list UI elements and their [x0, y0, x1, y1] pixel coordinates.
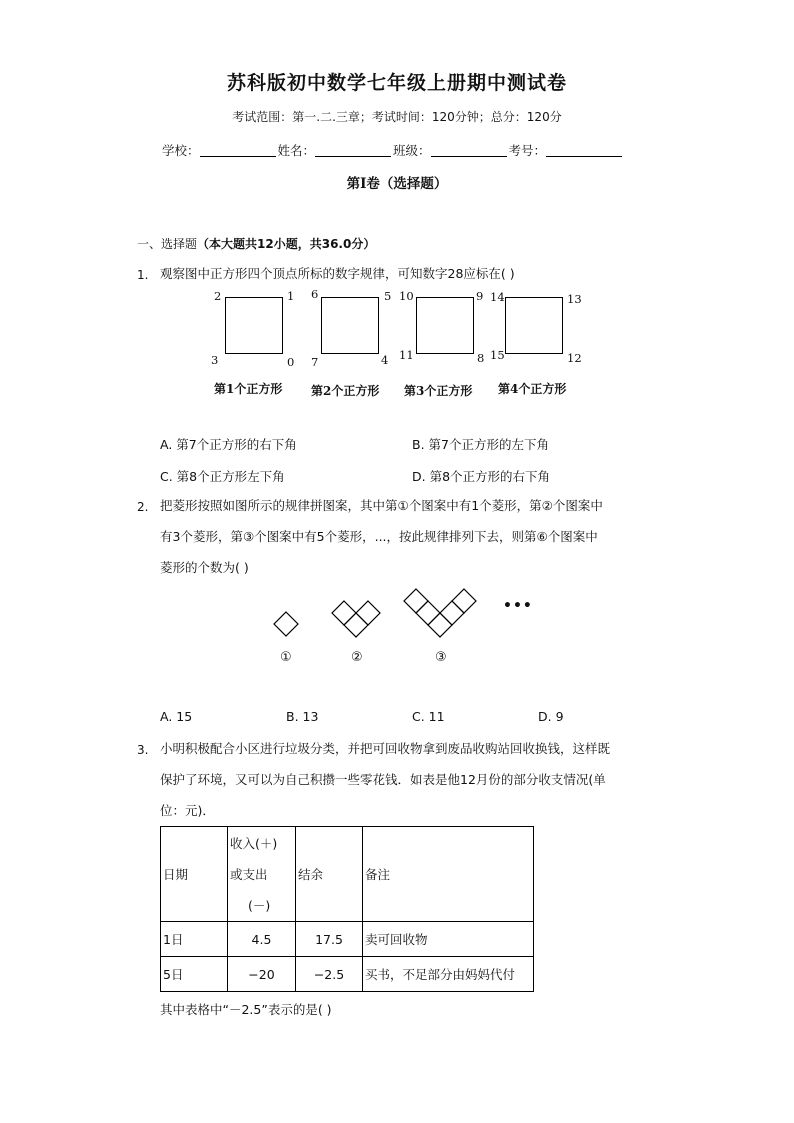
pattern-1-label: ① [280, 650, 292, 665]
square-1-caption: 第1个正方形 [214, 382, 283, 396]
q2-option-c[interactable]: C. 11 [412, 709, 445, 724]
header-note: 备注 [363, 827, 534, 922]
pattern-2-rhombus-right [356, 601, 380, 625]
section-heading [137, 235, 375, 252]
q3-line-3: 位：元)． [160, 803, 215, 818]
q3-number: 3. [137, 743, 149, 757]
square-4-tr: 13 [567, 292, 582, 306]
name-blank[interactable] [315, 144, 391, 157]
table-row [161, 922, 534, 957]
q2-number: 2. [137, 500, 149, 514]
q3-line-2: 保护了环境，又可以为自己积攒一些零花钱．如表是他12月份的部分收支情况(单 [160, 772, 606, 787]
q2-option-b[interactable]: B. 13 [286, 709, 319, 724]
id-blank[interactable] [546, 144, 622, 157]
q2-option-d[interactable]: D. 9 [538, 709, 564, 724]
name-label: 姓名： [277, 143, 316, 158]
square-3 [416, 297, 474, 354]
square-2-bl: 7 [311, 355, 319, 369]
q2-line-1: 把菱形按照如图所示的规律拼图案，其中第①个图案中有1个菱形，第②个图案中 [160, 498, 603, 513]
q3-after-table-text: 其中表格中“－2.5”表示的是( ) [160, 1002, 332, 1017]
exam-subtitle: 考试范围：第一.二.三章；考试时间：120分钟；总分：120分 [232, 110, 562, 124]
section-info: （本大题共12小题，共36.0分） [197, 237, 376, 251]
q1-text: 观察图中正方形四个顶点所标的数字规律，可知数字28应标在( ) [160, 266, 515, 281]
pattern-3-rhombus-2 [416, 601, 440, 625]
row-2-note: 买书，不足部分由妈妈代付 [363, 957, 534, 992]
row-2-balance: −2.5 [296, 957, 363, 992]
square-4-tl: 14 [490, 290, 505, 304]
pattern-3-label: ③ [435, 650, 447, 665]
row-1-date: 1日 [161, 922, 228, 957]
class-blank[interactable] [431, 144, 507, 157]
square-1-tr: 1 [287, 289, 295, 303]
square-1-br: 0 [287, 355, 295, 369]
school-blank[interactable] [200, 144, 276, 157]
square-2 [321, 297, 379, 354]
class-label: 班级： [393, 143, 431, 158]
header-io-line-3: (－) [248, 897, 271, 913]
square-1-tl: 2 [214, 289, 222, 303]
volume-heading: 第I卷（选择题） [346, 176, 448, 192]
q2-line-3: 菱形的个数为( ) [160, 560, 249, 575]
q2-option-a[interactable]: A. 15 [160, 709, 193, 724]
row-1-balance: 17.5 [296, 922, 363, 957]
id-label: 考号： [508, 143, 547, 158]
pattern-3-rhombus-1 [404, 589, 428, 613]
header-io-line-2: 或支出 [230, 866, 268, 882]
pattern-3-rhombus-3 [428, 613, 452, 637]
header-date: 日期 [161, 827, 228, 922]
q1-option-d[interactable]: D. 第8个正方形的右下角 [412, 469, 551, 484]
exam-title: 苏科版初中数学七年级上册期中测试卷 [226, 72, 567, 94]
student-info-line [162, 141, 624, 159]
q2-line-2: 有3个菱形，第③个图案中有5个菱形，...，按此规律排列下去，则第⑥个图案中 [160, 529, 598, 544]
table-header-row [161, 827, 534, 922]
pattern-2-label: ② [351, 650, 363, 665]
table-row [161, 957, 534, 992]
pattern-ellipsis: ••• [503, 598, 533, 614]
school-label: 学校： [162, 143, 200, 158]
header-income-expense [228, 827, 296, 922]
row-2-date: 5日 [161, 957, 228, 992]
square-4 [505, 297, 563, 354]
row-1-note: 卖可回收物 [363, 922, 534, 957]
square-2-tl: 6 [311, 287, 319, 301]
square-1-bl: 3 [211, 353, 219, 367]
pattern-3-rhombus-5 [452, 589, 476, 613]
square-2-caption: 第2个正方形 [311, 384, 380, 398]
square-4-br: 12 [567, 351, 582, 365]
rhombus-patterns [260, 584, 540, 644]
pattern-3-rhombus-4 [440, 601, 464, 625]
section-prefix: 一、选择题 [137, 237, 198, 251]
header-balance: 结余 [296, 827, 363, 922]
square-2-tr: 5 [384, 289, 392, 303]
square-4-bl: 15 [490, 348, 505, 362]
q1-option-b[interactable]: B. 第7个正方形的左下角 [412, 437, 549, 452]
square-4-caption: 第4个正方形 [498, 382, 567, 396]
square-2-br: 4 [381, 353, 389, 367]
header-io-line-1: 收入(＋) [230, 835, 278, 851]
square-3-caption: 第3个正方形 [404, 384, 473, 398]
pattern-1-rhombus [274, 612, 298, 636]
row-1-income-expense: 4.5 [228, 922, 296, 957]
row-2-income-expense: −20 [228, 957, 296, 992]
pattern-2-rhombus-center [344, 613, 368, 637]
q3-line-1: 小明积极配合小区进行垃圾分类，并把可回收物拿到废品收购站回收换钱，这样既 [160, 741, 611, 756]
square-3-tl: 10 [399, 289, 414, 303]
square-1 [225, 297, 283, 354]
q1-number: 1. [137, 268, 149, 282]
q1-option-a[interactable]: A. 第7个正方形的右下角 [160, 437, 297, 452]
income-expense-table [160, 826, 534, 992]
q1-option-c[interactable]: C. 第8个正方形左下角 [160, 469, 285, 484]
square-3-tr: 9 [476, 289, 484, 303]
square-3-bl: 11 [399, 348, 414, 362]
pattern-2-rhombus-left [332, 601, 356, 625]
square-3-br: 8 [477, 351, 485, 365]
